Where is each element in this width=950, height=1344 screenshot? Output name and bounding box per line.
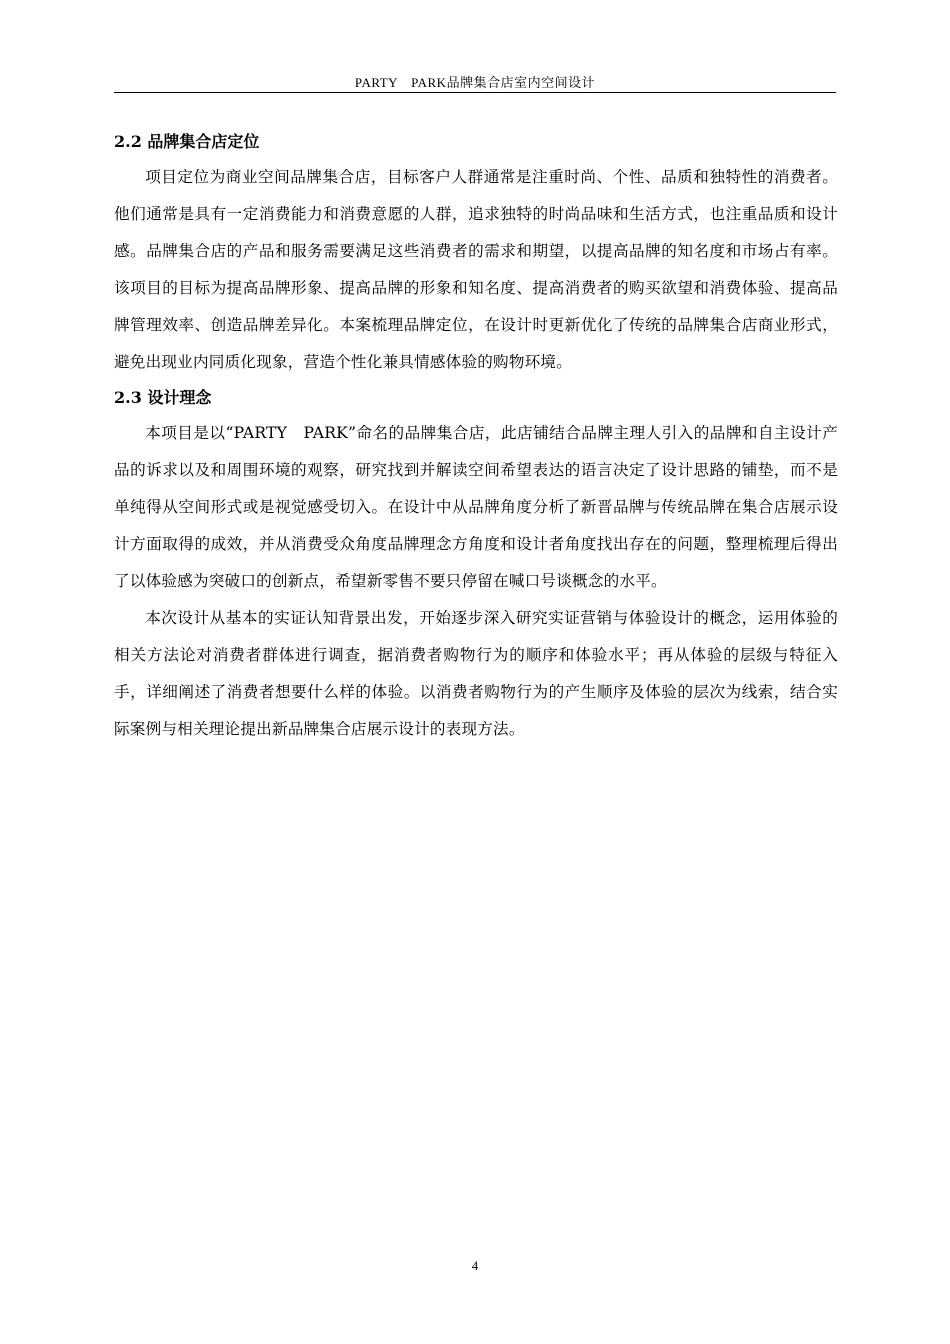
paragraph: 本次设计从基本的实证认知背景出发，开始逐步深入研究实证营销与体验设计的概念，运用体验的相关方法论对消费者群体进行调查，据消费者购物行为的顺序和体验水平；再从体验的层级与特征入手，详细阐述了消费者想要什么样的体验。以消费者购物行为的产生顺序及体验的层次为线索，结合实际案例与相关理论提出新品牌集合店展示设计的表现方法。 xyxy=(114,609,838,738)
header-rule xyxy=(114,92,836,93)
paragraph: 本项目是以“PARTY PARK”命名的品牌集合店，此店铺结合品牌主理人引入的品牌和自主设计产品的诉求以及和周围环境的观察，研究找到并解读空间希望表达的语言决定了设计思路的铺垫，而不是单纯得从空间形式或是视觉感受切入。在设计中从品牌角度分析了新晋品牌与传统品牌在集合店展示设计方面取得的成效，并从消费受众角度品牌理念方角度和设计者角度找出存在的问题，整理梳理后得出了以体验感为突破口的创新点，希望新零售不要只停留在喊口号谈概念的水平。 xyxy=(114,424,838,590)
running-header: PARTY PARK品牌集合店室内空间设计 xyxy=(354,75,596,90)
page-number: 4 xyxy=(471,1258,479,1273)
paragraph: 项目定位为商业空间品牌集合店，目标客户人群通常是注重时尚、个性、品质和独特性的消费者。他们通常是具有一定消费能力和消费意愿的人群，追求独特的时尚品味和生活方式，也注重品质和设计感。品牌集合店的产品和服务需要满足这些消费者的需求和期望，以提高品牌的知名度和市场占有率。该项目的目标为提高品牌形象、提高品牌的形象和知名度、提高消费者的购买欲望和消费体验、提高品牌管理效率、创造品牌差异化。本案梳理品牌定位，在设计时更新优化了传统的品牌集合店商业形式，避免出现业内同质化现象，营造个性化兼具情感体验的购物环境。 xyxy=(114,168,838,371)
section-brand-positioning xyxy=(114,125,838,381)
section-heading: 2.3 设计理念 xyxy=(114,388,212,407)
section-design-concept xyxy=(114,381,838,748)
section-heading: 2.2 品牌集合店定位 xyxy=(114,132,260,151)
document-body xyxy=(114,125,838,748)
